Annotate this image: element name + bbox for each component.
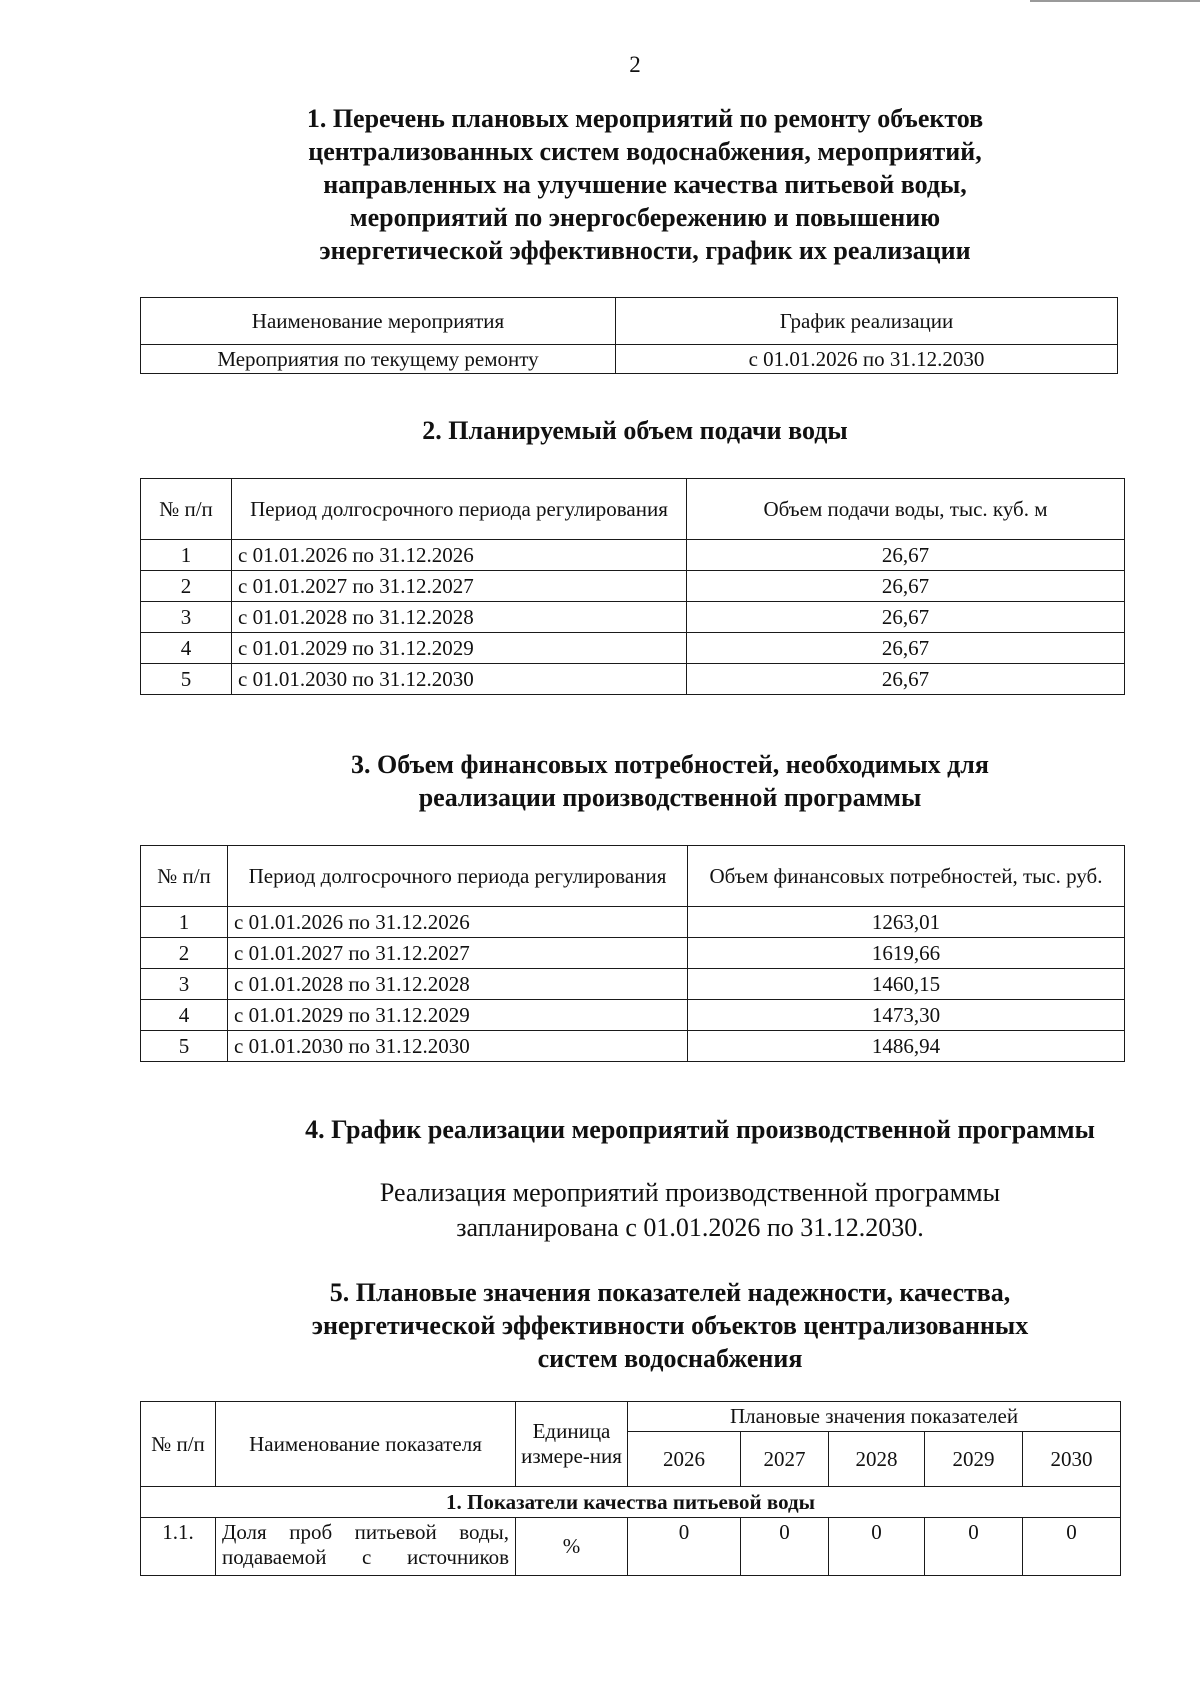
section-4-text [240,1175,1140,1245]
section-3-title-line: реализации производственной программы [418,783,922,812]
header-activity-name: Наименование мероприятия [141,298,616,345]
section-3-title [180,748,1160,814]
row-period: с 01.01.2027 по 31.12.2027 [232,571,687,602]
row-number: 3 [141,969,228,1000]
row-period: с 01.01.2028 по 31.12.2028 [232,602,687,633]
header-plan-values: Плановые значения показателей [628,1402,1121,1432]
section-2-title: 2. Планируемый объем подачи воды [422,416,848,445]
section-4-text-line: Реализация мероприятий производственной программы [379,1178,1001,1207]
table-row [141,602,1125,633]
row-number: 2 [141,571,232,602]
activity-schedule: с 01.01.2026 по 31.12.2030 [616,345,1118,374]
section-1-title-line: мероприятий по энергосбережению и повышению [349,203,941,232]
header-water-volume: Объем подачи воды, тыс. куб. м [687,479,1125,540]
row-value: 0 [628,1518,741,1576]
activities-table [140,297,1118,374]
table-row [141,1518,1121,1576]
header-year: 2027 [741,1432,829,1487]
row-number: 4 [141,633,232,664]
row-water-volume: 26,67 [687,540,1125,571]
header-schedule: График реализации [616,298,1118,345]
row-period: с 01.01.2029 по 31.12.2029 [228,1000,688,1031]
table-row [141,1031,1125,1062]
indicators-table [140,1401,1121,1576]
row-number: 1.1. [141,1518,216,1576]
row-period: с 01.01.2030 по 31.12.2030 [228,1031,688,1062]
row-indicator-name-line: подаваемой с источников [222,1545,509,1569]
row-water-volume: 26,67 [687,633,1125,664]
header-year: 2030 [1023,1432,1121,1487]
row-number: 5 [141,664,232,695]
row-number: 1 [141,540,232,571]
row-financial-volume: 1619,66 [688,938,1125,969]
section-5-title-line: систем водоснабжения [537,1344,803,1373]
row-period: с 01.01.2026 по 31.12.2026 [232,540,687,571]
row-period: с 01.01.2030 по 31.12.2030 [232,664,687,695]
table-row [141,938,1125,969]
table-row [141,633,1125,664]
table-row [141,540,1125,571]
page-number: 2 [629,52,641,77]
row-water-volume: 26,67 [687,571,1125,602]
top-edge-line [1030,0,1200,2]
section-1-title-line: централизованных систем водоснабжения, мероприятий, [308,137,982,166]
section-1-title-line: 1. Перечень плановых мероприятий по ремонту объектов [306,104,984,133]
section-1-title [175,102,1115,267]
header-financial-volume: Объем финансовых потребностей, тыс. руб. [688,846,1125,907]
row-value: 0 [829,1518,925,1576]
row-water-volume: 26,67 [687,602,1125,633]
row-number: 2 [141,938,228,969]
row-financial-volume: 1460,15 [688,969,1125,1000]
row-number: 5 [141,1031,228,1062]
table-row [141,907,1125,938]
header-year: 2026 [628,1432,741,1487]
row-financial-volume: 1486,94 [688,1031,1125,1062]
row-number: 1 [141,907,228,938]
section-1-title-line: энергетической эффективности, график их реализации [319,236,971,265]
table-row [141,1000,1125,1031]
row-unit: % [516,1518,628,1576]
row-number: 3 [141,602,232,633]
section-5-title-line: 5. Плановые значения показателей надежности, качества, [329,1278,1011,1307]
header-period: Период долгосрочного периода регулирования [232,479,687,540]
row-period: с 01.01.2027 по 31.12.2027 [228,938,688,969]
financial-needs-table [140,845,1125,1062]
row-period: с 01.01.2028 по 31.12.2028 [228,969,688,1000]
row-value: 0 [1023,1518,1121,1576]
header-year: 2028 [829,1432,925,1487]
row-water-volume: 26,67 [687,664,1125,695]
row-period: с 01.01.2029 по 31.12.2029 [232,633,687,664]
header-number: № п/п [141,1402,216,1487]
table-row [141,571,1125,602]
section-3-title-line: 3. Объем финансовых потребностей, необходимых для [351,750,989,779]
row-period: с 01.01.2026 по 31.12.2026 [228,907,688,938]
row-financial-volume: 1263,01 [688,907,1125,938]
row-value: 0 [741,1518,829,1576]
row-financial-volume: 1473,30 [688,1000,1125,1031]
row-value: 0 [925,1518,1023,1576]
water-supply-table [140,478,1125,695]
header-indicator-name: Наименование показателя [216,1402,516,1487]
activity-name: Мероприятия по текущему ремонту [141,345,616,374]
section-4-title: 4. График реализации мероприятий производственной программы [305,1115,1095,1144]
row-number: 4 [141,1000,228,1031]
row-indicator-name [216,1518,516,1576]
section-5-title [180,1276,1160,1375]
table-row [141,345,1118,374]
subsection-heading: 1. Показатели качества питьевой воды [141,1487,1121,1518]
row-indicator-name-line: Доля проб питьевой воды, [222,1520,509,1544]
section-4-text-line: запланирована с 01.01.2026 по 31.12.2030. [456,1213,924,1242]
table-row [141,969,1125,1000]
section-1-title-line: направленных на улучшение качества питьевой воды, [323,170,967,199]
header-number: № п/п [141,846,228,907]
table-row [141,664,1125,695]
section-5-title-line: энергетической эффективности объектов централизованных [311,1311,1029,1340]
header-number: № п/п [141,479,232,540]
header-year: 2029 [925,1432,1023,1487]
header-unit: Единица измере-ния [516,1402,628,1487]
header-period: Период долгосрочного периода регулирования [228,846,688,907]
